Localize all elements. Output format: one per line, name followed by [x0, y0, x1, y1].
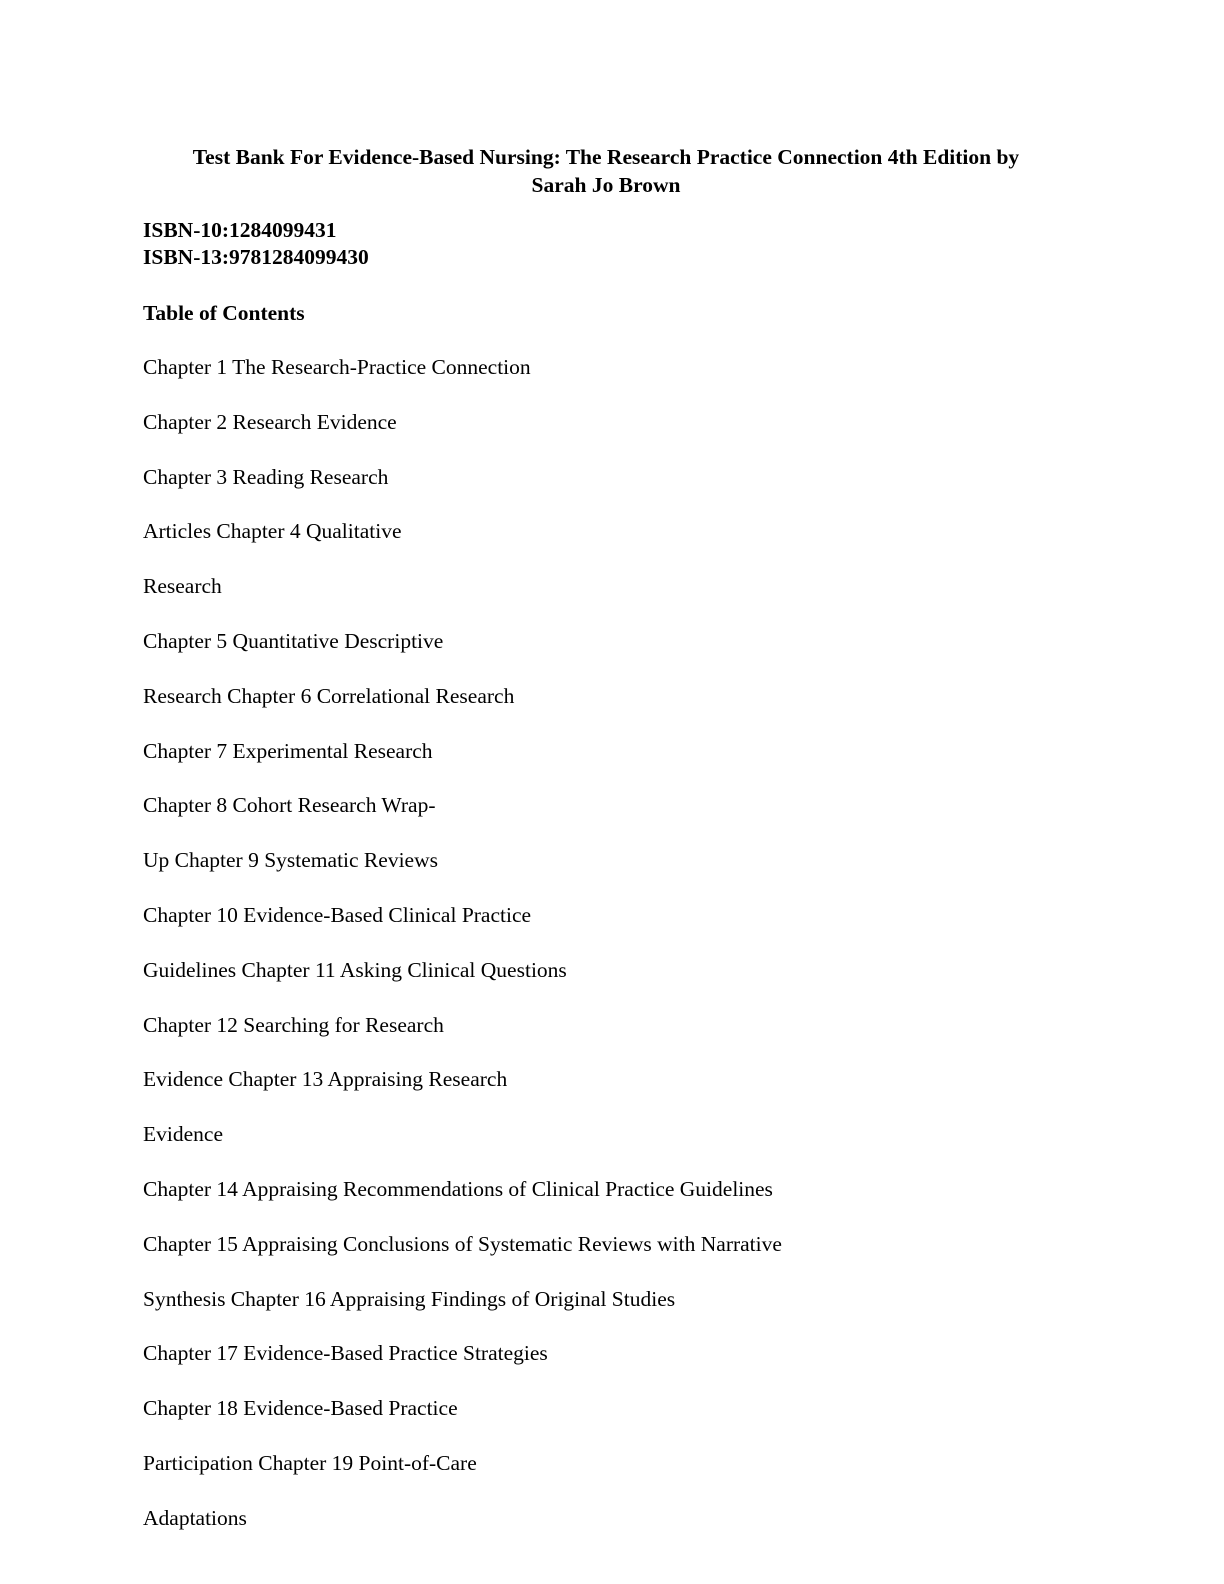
- toc-line: Synthesis Chapter 16 Appraising Findings of Original Studies: [143, 1286, 676, 1311]
- toc-line: Evidence Chapter 13 Appraising Research: [143, 1067, 508, 1092]
- toc-line: Chapter 3 Reading Research: [143, 464, 389, 489]
- toc-line: Chapter 8 Cohort Research Wrap-: [143, 793, 436, 818]
- isbn-block: [143, 217, 369, 271]
- toc-line: Chapter 5 Quantitative Descriptive: [143, 628, 444, 653]
- toc-line: Chapter 1 The Research-Practice Connection: [143, 355, 531, 379]
- toc-list: [143, 353, 782, 1559]
- toc-line: Chapter 12 Searching for Research: [143, 1012, 444, 1037]
- document-title: [143, 143, 1069, 199]
- toc-line: Articles Chapter 4 Qualitative: [143, 519, 402, 544]
- toc-line: Chapter 2 Research Evidence: [143, 409, 397, 434]
- toc-line: Participation Chapter 19 Point-of-Care: [143, 1450, 477, 1475]
- toc-line: Evidence: [143, 1122, 223, 1147]
- toc-line: Chapter 18 Evidence-Based Practice: [143, 1396, 458, 1421]
- toc-line: Chapter 14 Appraising Recommendations of Clinical Practice Guidelines: [143, 1176, 773, 1201]
- title-line-1: Test Bank For Evidence-Based Nursing: The Research Practice Connection 4th Edition by: [192, 145, 1020, 169]
- toc-line: Up Chapter 9 Systematic Reviews: [143, 848, 438, 873]
- isbn-13: ISBN-13:9781284099430: [143, 245, 369, 269]
- title-line-2: Sarah Jo Brown: [531, 173, 681, 197]
- toc-line: Adaptations: [143, 1505, 247, 1530]
- toc-line: Chapter 10 Evidence-Based Clinical Practice: [143, 902, 532, 927]
- toc-heading: Table of Contents: [143, 301, 305, 325]
- toc-line: Chapter 15 Appraising Conclusions of Systematic Reviews with Narrative: [143, 1231, 782, 1256]
- toc-line: Research Chapter 6 Correlational Research: [143, 683, 515, 708]
- toc-line: Research: [143, 574, 222, 599]
- toc-line: Chapter 17 Evidence-Based Practice Strategies: [143, 1341, 548, 1366]
- toc-line: Chapter 7 Experimental Research: [143, 738, 433, 763]
- toc-line: Guidelines Chapter 11 Asking Clinical Questions: [143, 957, 567, 982]
- isbn-10: ISBN-10:1284099431: [143, 218, 337, 242]
